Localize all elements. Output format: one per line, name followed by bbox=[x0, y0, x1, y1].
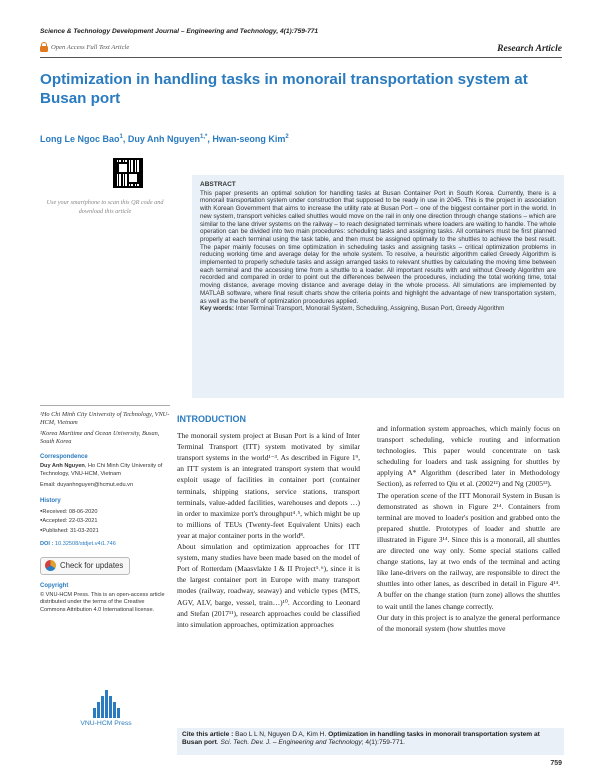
correspondence-email[interactable]: Email: duyanhnguyen@hcmut.edu.vn bbox=[40, 482, 134, 489]
intro-paragraph-2: About simulation and optimization approaches for ITT system, many studies have been made based on the model of Port of Rotterdam (Maasvlakte I & II Project⁵˒⁶), since it is the largest container port in Europe with many transport modes (railway, roadway, seaway) and vehicle types (MTS, AGV, ALV, barge, vessel, train…)¹⁰. According to Leonard and Stefan (2017¹¹), research approaches could be classified into simulation approaches, optimization approaches bbox=[177, 542, 360, 629]
article-type: Research Article bbox=[497, 44, 562, 54]
intro-paragraph-3: and information system approaches, which mainly focus on transport scheduling, vehicle routing and information technologies. This paper would concentrate on task scheduling for loaders and task assigning for shuttles by applying A* Algorithm (described later in Methodology Section), as referred to Qiu et al. (2002¹²) and Ng (2005¹³). bbox=[377, 424, 560, 489]
cite-journal: . Sci. Tech. Dev. J. – Engineering and Technology bbox=[216, 739, 362, 747]
affiliation-1: ¹Ho Chi Minh City University of Technology, VNU-HCM, Vietnam bbox=[40, 411, 170, 426]
abstract-text: This paper presents an optimal solution for handling tasks at Busan Container Port in South Korea. Currently, there is a monorail transportation system under construction that supposed to be ready in use in 2045. This is the project in association with Korean Government that aims to increase the utility rate at Busan Port – one of the biggest container port in the world. In new system, transport vehicles called shuttles would move on the rail in only one direction through change stations – which are similar to the lane driver systems on the railway – to reach designated terminals where loaders are waiting to handle. The whole operation can be divided into two main procedures: scheduling tasks and assigning tasks. All containers must be first planned properly at each terminal using the task table, and then must be assigned optimally to the shuttles to achieve the best result. The paper mainly focuses on time optimization in scheduling tasks and assigning tasks – critical optimization problems in reducing working time and average delay for the whole system. To resolve, a heuristic algorithm called Greedy Algorithm is implemented to properly schedule tasks and assign arranged tasks to relevant shuttles by calculating the moving time between each terminal and the accessing time from a shuttle to a loader. All important results with and without Greedy Algorithm are recorded and compared in order to point out the differences between the procedures, including the total working time, total moving distance, average moving distance and average delay in the whole process. All simulations are implemented by MATLAB software, where final result charts show the criteria points and highlight the advantage of new transportation system, as well as the benefit of optimization procedures applied. bbox=[200, 189, 556, 305]
intro-paragraph-4: The operation scene of the ITT Monorail System in Busan is demonstrated as shown in Figure 2¹⁴. Containers from terminal are moved to loader's position and grabbed onto the prepared shuttle. Prototypes of loader and shuttle are illustrated in Figure 3¹⁴. Since this is a monorail, all shuttles are directed one way only. Some special stations called change stations, lay at two ends of the terminal and acting like lane-drivers on the railway, are responsible to direct the shuttles into other lanes, as described in detail in Figure 4¹⁴. A buffer on the change station (turn zone) allows the shuttles to wait until the lanes change correctly. bbox=[377, 490, 560, 611]
journal-header: Science & Technology Development Journal – Engineering and Technology, 4(1):759-771 bbox=[40, 28, 319, 35]
author-2[interactable]: Duy Anh Nguyen bbox=[127, 134, 201, 144]
vnu-press-logo-icon bbox=[66, 690, 146, 718]
copyright-text: © VNU-HCM Press. This is an open-access article distributed under the terms of the Creative Commons Attribution 4.0 International license. bbox=[40, 592, 165, 613]
author-3-affil: 2 bbox=[285, 134, 289, 140]
history-accepted: ● Accepted: 22-03-2021 bbox=[40, 516, 170, 525]
header-rule bbox=[40, 57, 562, 58]
introduction-heading: INTRODUCTION bbox=[177, 414, 246, 424]
crossmark-icon bbox=[45, 560, 56, 571]
correspondence-heading: Correspondence bbox=[40, 454, 88, 460]
keywords-line bbox=[200, 305, 556, 313]
author-list: Long Le Ngoc Bao$^1$, Duy Anh Nguyen$^{1,*}$, Hwan-seong Kim$^2$ bbox=[40, 134, 289, 144]
doi-link[interactable]: 10.32508/stdjet.v4i1.746 bbox=[54, 541, 116, 548]
cite-title: Optimization in handling tasks in monorail transportation system at Busan port bbox=[182, 731, 540, 747]
history-heading: History bbox=[40, 497, 61, 504]
abstract-heading: ABSTRACT bbox=[200, 181, 236, 188]
body-column-1 bbox=[177, 414, 360, 630]
qr-code-icon[interactable] bbox=[113, 158, 143, 188]
cite-authors: Bao L L N, Nguyen D A, Kim H. bbox=[233, 731, 329, 738]
qr-caption: Use your smartphone to scan this QR code and download this article bbox=[46, 199, 164, 215]
author-1-affil: 1 bbox=[119, 134, 123, 140]
sidebar-rule bbox=[40, 405, 170, 406]
body-column-2 bbox=[377, 423, 560, 634]
open-access-line bbox=[40, 42, 129, 52]
cite-label: Cite this article : bbox=[182, 731, 234, 738]
check-for-updates-label: Check for updates bbox=[60, 560, 124, 570]
intro-paragraph-1: The monorail system project at Busan Port is a kind of Inter Terminal Transport (ITT) system motivated by similar transport systems in the world¹⁻³. As described in Figure 1⁹, an ITT system is an integrated transport system that would exploit usage of facilities in container port (container terminals, shipping stations, service stations, transport terminals, value-added facilities, warehouses and depots …) in order to maximize port's throughput⁴˒⁵, which might be up to millions of TEUs (Twenty-feet Equivalent Units) each year at major container ports in the world⁸. bbox=[177, 431, 360, 540]
correspondence-name: Duy Anh Nguyen bbox=[40, 463, 85, 470]
intro-paragraph-5: Our duty in this project is to analyze the general performance of the monorail system (how shuttles move bbox=[377, 612, 560, 633]
copyright-heading: Copyright bbox=[40, 582, 69, 589]
open-access-lock-icon bbox=[40, 42, 48, 52]
check-for-updates-button[interactable] bbox=[40, 557, 130, 575]
citation-box bbox=[177, 728, 564, 755]
author-1[interactable]: Long Le Ngoc Bao bbox=[40, 134, 120, 144]
author-3[interactable]: Hwan-seong Kim bbox=[212, 134, 286, 144]
correspondence-text: Duy Anh Nguyen, Ho Chi Minh City University of Technology, VNU-HCM, Vietnam bbox=[40, 463, 163, 477]
cite-rest: ; 4(1):759-771. bbox=[361, 739, 405, 747]
history-received: ● Received: 08-06-2020 bbox=[40, 507, 170, 516]
sidebar bbox=[40, 405, 170, 614]
open-access-label: Open Access Full Text Article bbox=[51, 43, 130, 51]
keywords: Inter Terminal Transport, Monorail System, Scheduling, Assigning, Busan Port, Greedy Algorithm bbox=[235, 305, 505, 313]
vnu-press-logo bbox=[66, 690, 146, 727]
author-2-affil: 1,* bbox=[200, 134, 208, 140]
keywords-label: Key words: bbox=[200, 305, 234, 313]
doi-label: DOI : bbox=[40, 541, 54, 548]
page-number: 759 bbox=[550, 760, 562, 767]
doi-line bbox=[40, 541, 170, 548]
history-published: ● Published: 31-03-2021 bbox=[40, 526, 170, 535]
affiliation-2: ²Korea Maritime and Ocean University, Busan, South Korea bbox=[40, 430, 160, 445]
article-title: Optimization in handling tasks in monorail transportation system at Busan port bbox=[40, 71, 528, 107]
abstract-box bbox=[192, 175, 564, 398]
vnu-press-name: VNU-HCM Press bbox=[80, 720, 132, 727]
